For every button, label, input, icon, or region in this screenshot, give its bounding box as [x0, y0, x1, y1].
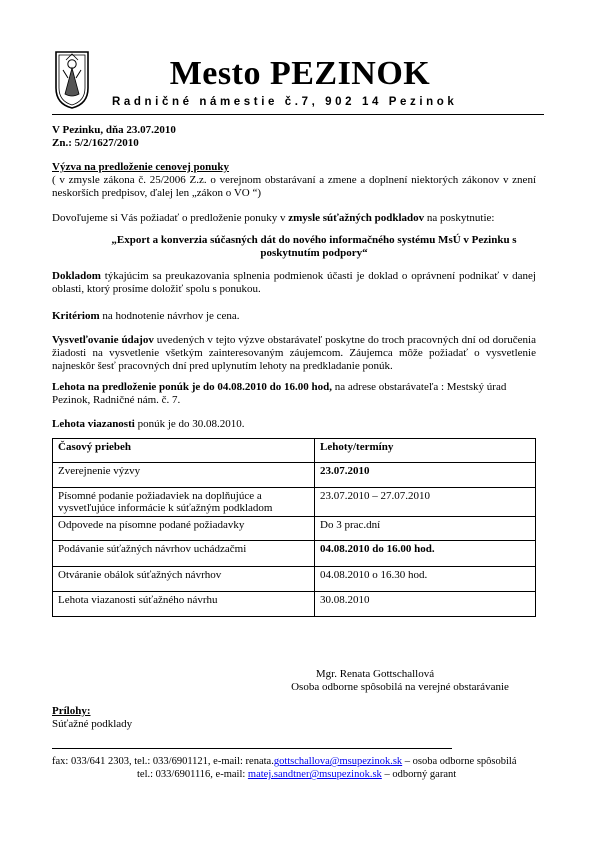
town-address: Radničné námestie č.7, 902 14 Pezinok	[112, 96, 458, 108]
signatory-name: Mgr. Renata Gottschallová	[315, 668, 435, 680]
attachment-item: Súťažné podklady	[52, 718, 133, 730]
table-cell-term: 04.08.2010 do 16.00 hod.	[315, 541, 536, 567]
schedule-table	[52, 438, 536, 617]
table-cell-activity: Odpovede na písomne podané požiadavky	[53, 517, 315, 541]
town-title: Mesto PEZINOK	[169, 55, 431, 92]
footer-contact-1: fax: 033/641 2303, tel.: 033/6901121, e-mail: renata.gottschallova@msupezinok.sk – osoba odborne spôsobilá	[52, 756, 517, 767]
table-header-row	[53, 439, 536, 463]
attachments-label: Prílohy:	[52, 705, 91, 717]
doklad-paragraph: Dokladom týkajúcim sa preukazovania splnenia podmienok účasti je doklad o oprávnení podnikať v danej oblasti, ktorý prosíme doložiť spolu s ponukou.	[52, 270, 536, 295]
signatory-role: Osoba odborne spôsobilá na verejné obstarávanie	[291, 681, 509, 693]
table-cell-term: Do 3 prac.dní	[315, 517, 536, 541]
table-row	[53, 541, 536, 567]
table-cell-term: 23.07.2010 – 27.07.2010	[315, 488, 536, 517]
table-row	[53, 567, 536, 592]
table-row	[53, 517, 536, 541]
table-cell-activity: Otváranie obálok súťažných návrhov	[53, 567, 315, 592]
header-divider	[52, 114, 544, 115]
call-heading: Výzva na predloženie cenovej ponuky	[52, 161, 230, 173]
table-header-cell: Časový priebeh	[53, 439, 315, 463]
table-cell-term: 23.07.2010	[315, 463, 536, 488]
table-cell-term: 04.08.2010 o 16.30 hod.	[315, 567, 536, 592]
kriterium-paragraph: Kritériom na hodnotenie návrhov je cena.	[52, 310, 240, 322]
lehota-paragraph: Lehota na predloženie ponúk je do 04.08.2010 do 16.00 hod, na adrese obstarávateľa : Mestský úrad Pezinok, Radničné nám. č. 7.	[52, 381, 507, 406]
place-date: V Pezinku, dňa 23.07.2010	[52, 124, 176, 136]
table-row	[53, 592, 536, 617]
reference-number: Zn.: 5/2/1627/2010	[52, 137, 139, 149]
request-paragraph: Dovoľujeme si Vás požiadať o predloženie ponuky v zmysle súťažných podkladov na poskytnutie:	[52, 212, 495, 224]
table-cell-activity: Zverejnenie výzvy	[53, 463, 315, 488]
law-reference: ( v zmysle zákona č. 25/2006 Z.z. o verejnom obstarávaní a zmene a doplnení niektorých zákonov v znení neskorších predpisov, ďalej len „zákon o VO “)	[52, 174, 536, 199]
table-cell-term: 30.08.2010	[315, 592, 536, 617]
vysvetlovanie-paragraph: Vysvetľovanie údajov uvedených v tejto výzve obstarávateľ poskytne do troch pracovných dní od doručenia žiadosti na vysvetlenie všetkým zainteresovaným záujemcom. Záujemca môže požiadať o vysvetlenie najneskôr šesť pracovných dní pred uplynutím lehoty na predkladanie ponúk.	[52, 334, 536, 372]
table-row	[53, 463, 536, 488]
table-header-cell: Lehoty/termíny	[315, 439, 536, 463]
table-cell-activity: Podávanie súťažných návrhov uchádzačmi	[53, 541, 315, 567]
subject-title: „Export a konverzia súčasných dát do nového informačného systému MsÚ v Pezinku s poskytnutím podpory“	[111, 234, 517, 259]
viazanost-paragraph: Lehota viazanosti ponúk je do 30.08.2010.	[52, 418, 245, 430]
email-link-sandtner[interactable]: matej.sandtner@msupezinok.sk	[247, 769, 382, 780]
table-row	[53, 488, 536, 517]
footer-divider	[52, 748, 452, 749]
footer-contact-2: tel.: 033/6901116, e-mail: matej.sandtner@msupezinok.sk – odborný garant	[137, 769, 457, 780]
table-cell-activity: Lehota viazanosti súťažného návrhu	[53, 592, 315, 617]
email-link-gottschallova[interactable]: gottschallova@msupezinok.sk	[273, 756, 403, 767]
table-cell-activity: Písomné podanie požiadaviek na doplňujúce a vysvetľujúce informácie k súťažným podkladom	[53, 488, 315, 517]
